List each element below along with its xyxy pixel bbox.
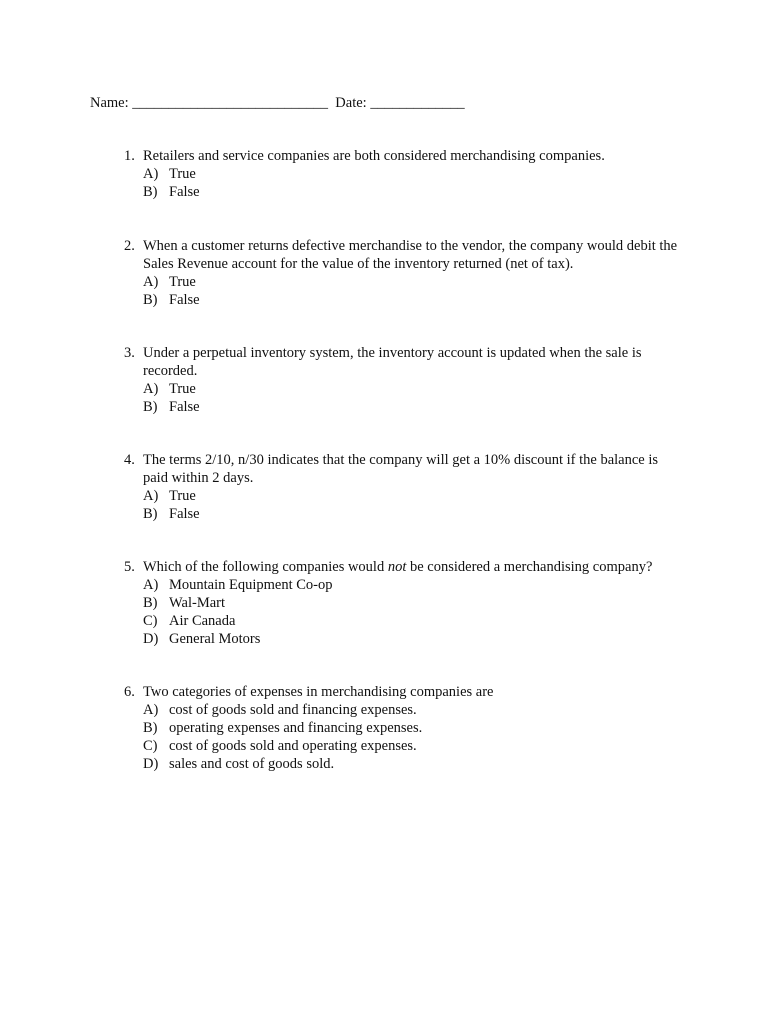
option-letter: A) bbox=[143, 577, 159, 593]
name-date-header bbox=[90, 94, 465, 112]
question-text: Under a perpetual inventory system, the inventory account is updated when the sale is recorded. bbox=[143, 345, 642, 379]
option-text: cost of goods sold and operating expenses. bbox=[169, 738, 417, 754]
option-text: False bbox=[169, 292, 200, 308]
option-letter: B) bbox=[143, 506, 158, 522]
option-letter: B) bbox=[143, 595, 158, 611]
option-letter: C) bbox=[143, 613, 158, 629]
question-number: 5. bbox=[124, 559, 135, 575]
option-text: False bbox=[169, 506, 200, 522]
option-d bbox=[143, 630, 684, 648]
question-4 bbox=[124, 451, 684, 523]
question-text-before: Which of the following companies would bbox=[143, 559, 388, 575]
option-letter: A) bbox=[143, 166, 159, 182]
option-letter: B) bbox=[143, 292, 158, 308]
option-b bbox=[143, 183, 684, 201]
option-text: Mountain Equipment Co-op bbox=[169, 577, 333, 593]
option-a bbox=[143, 165, 684, 183]
question-number: 1. bbox=[124, 148, 135, 164]
option-a bbox=[143, 576, 684, 594]
question-text-emphasis: not bbox=[387, 559, 407, 575]
option-a bbox=[143, 273, 684, 291]
option-text: False bbox=[169, 399, 200, 415]
option-c bbox=[143, 612, 684, 630]
option-letter: A) bbox=[143, 381, 159, 397]
name-blank: ___________________________ bbox=[132, 95, 329, 111]
option-text: False bbox=[169, 184, 200, 200]
option-letter: C) bbox=[143, 738, 158, 754]
option-text: Air Canada bbox=[169, 613, 236, 629]
option-letter: B) bbox=[143, 399, 158, 415]
question-number: 6. bbox=[124, 684, 135, 700]
option-letter: D) bbox=[143, 631, 159, 647]
option-text: True bbox=[169, 274, 196, 290]
question-1 bbox=[124, 147, 684, 201]
question-5 bbox=[124, 558, 684, 648]
option-text: operating expenses and financing expenses. bbox=[169, 720, 423, 736]
question-3 bbox=[124, 344, 684, 416]
date-blank: _____________ bbox=[370, 95, 465, 111]
option-a bbox=[143, 487, 684, 505]
option-letter: A) bbox=[143, 488, 159, 504]
question-text bbox=[143, 558, 683, 576]
question-text: Two categories of expenses in merchandising companies are bbox=[143, 684, 494, 700]
option-letter: A) bbox=[143, 702, 159, 718]
option-b bbox=[143, 505, 684, 523]
answer-options bbox=[143, 273, 684, 309]
option-text: sales and cost of goods sold. bbox=[169, 756, 335, 772]
answer-options bbox=[143, 380, 684, 416]
date-label: Date: bbox=[335, 95, 367, 111]
option-b bbox=[143, 594, 684, 612]
option-text: True bbox=[169, 166, 196, 182]
option-a bbox=[143, 701, 684, 719]
option-letter: B) bbox=[143, 720, 158, 736]
question-number: 2. bbox=[124, 238, 135, 254]
answer-options bbox=[143, 487, 684, 523]
question-number: 4. bbox=[124, 452, 135, 468]
option-text: True bbox=[169, 381, 196, 397]
option-b bbox=[143, 291, 684, 309]
option-text: General Motors bbox=[169, 631, 261, 647]
question-text-after: be considered a merchandising company? bbox=[406, 559, 653, 575]
question-text: The terms 2/10, n/30 indicates that the company will get a 10% discount if the balance is paid within 2 days. bbox=[143, 452, 659, 486]
question-2 bbox=[124, 237, 684, 309]
question-number: 3. bbox=[124, 345, 135, 361]
answer-options bbox=[143, 701, 684, 773]
name-label: Name: bbox=[90, 95, 129, 111]
option-text: cost of goods sold and financing expenses. bbox=[169, 702, 417, 718]
option-text: Wal-Mart bbox=[169, 595, 226, 611]
option-letter: B) bbox=[143, 184, 158, 200]
option-d bbox=[143, 755, 684, 773]
option-text: True bbox=[169, 488, 196, 504]
option-letter: D) bbox=[143, 756, 159, 772]
answer-options bbox=[143, 576, 684, 648]
question-6 bbox=[124, 683, 684, 773]
question-text: Retailers and service companies are both considered merchandising companies. bbox=[143, 148, 605, 164]
option-letter: A) bbox=[143, 274, 159, 290]
option-b bbox=[143, 398, 684, 416]
answer-options bbox=[143, 165, 684, 201]
option-c bbox=[143, 737, 684, 755]
option-a bbox=[143, 380, 684, 398]
question-text: When a customer returns defective merchandise to the vendor, the company would debit the Sales Revenue account for the value of the inventory returned (net of tax). bbox=[143, 238, 678, 272]
option-b bbox=[143, 719, 684, 737]
